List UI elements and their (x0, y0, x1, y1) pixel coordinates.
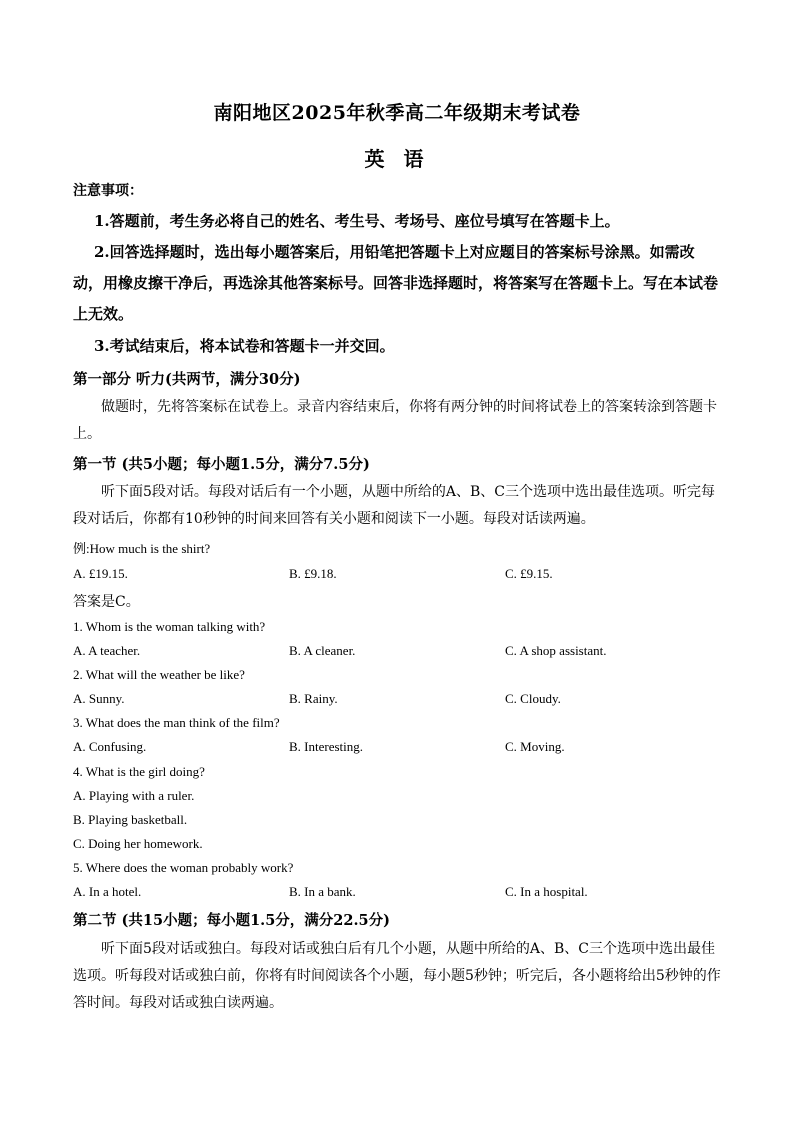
section2-heading: 第二节 (共15小题；每小题1.5分，满分22.5分) (73, 912, 390, 929)
q3-question: 3. What does the man think of the film? (73, 715, 280, 730)
q4-option-a: A. Playing with a ruler. (73, 788, 195, 803)
q2-option-c: C. Cloudy. (505, 691, 561, 706)
example-answer: 答案是C。 (73, 594, 140, 610)
section1-intro: 听下面5段对话。每段对话后有一个小题，从题中所给的A、B、C三个选项中选出最佳选项。听完每段对话后，你都有10秒钟的时间来回答有关小题和阅读下一小题。每段对话读两遍。 (73, 484, 716, 527)
exam-title: 南阳地区2025年秋季高二年级期末考试卷 (213, 102, 581, 124)
q1-option-c: C. A shop assistant. (505, 643, 607, 658)
q3-option-c: C. Moving. (505, 739, 565, 754)
q3-option-b: B. Interesting. (289, 739, 364, 754)
notice-item-3: 3.考试结束后，将本试卷和答题卡一并交回。 (94, 337, 395, 355)
q1-question: 1. Whom is the woman talking with? (73, 619, 266, 634)
section2-intro: 听下面5段对话或独白。每段对话或独白后有几个小题，从题中所给的A、B、C三个选项中选出最佳选项。听每段对话或独白前，你将有时间阅读各个小题，每小题5秒钟；听完后，各小题将给出5秒钟的作答时间。每段对话或独白读两遍。 (73, 941, 721, 1011)
q5-option-c: C. In a hospital. (505, 884, 588, 899)
example-option-a: A. £19.15. (73, 566, 128, 581)
q1-option-b: B. A cleaner. (289, 643, 356, 658)
q4-question: 4. What is the girl doing? (73, 764, 205, 779)
q4-option-b: B. Playing basketball. (73, 812, 188, 827)
q2-option-a: A. Sunny. (73, 691, 125, 706)
part1-heading: 第一部分 听力(共两节，满分30分) (73, 371, 301, 388)
notice-heading: 注意事项： (73, 183, 143, 199)
section1-heading: 第一节 (共5小题；每小题1.5分，满分7.5分) (73, 456, 370, 473)
part1-intro: 做题时，先将答案标在试卷上。录音内容结束后，你将有两分钟的时间将试卷上的答案转涂到答题卡上。 (73, 399, 717, 442)
q5-question: 5. Where does the woman probably work? (73, 860, 294, 875)
notice-item-2: 2.回答选择题时，选出每小题答案后，用铅笔把答题卡上对应题目的答案标号涂黑。如需改动，用橡皮擦干净后，再选涂其他答案标号。回答非选择题时，将答案写在答题卡上。写在本试卷上无效。 (73, 243, 719, 323)
q4-option-c: C. Doing her homework. (73, 836, 203, 851)
example-question: 例:How much is the shirt? (73, 541, 211, 556)
subject-title: 英 语 (364, 147, 430, 171)
example-option-b: B. £9.18. (289, 566, 337, 581)
q1-option-a: A. A teacher. (73, 643, 141, 658)
q2-question: 2. What will the weather be like? (73, 667, 245, 682)
q2-option-b: B. Rainy. (289, 691, 338, 706)
q5-option-b: B. In a bank. (289, 884, 356, 899)
example-option-c: C. £9.15. (505, 566, 553, 581)
q3-option-a: A. Confusing. (73, 739, 147, 754)
q5-option-a: A. In a hotel. (73, 884, 142, 899)
notice-item-1: 1.答题前，考生务必将自己的姓名、考生号、考场号、座位号填写在答题卡上。 (94, 212, 620, 230)
